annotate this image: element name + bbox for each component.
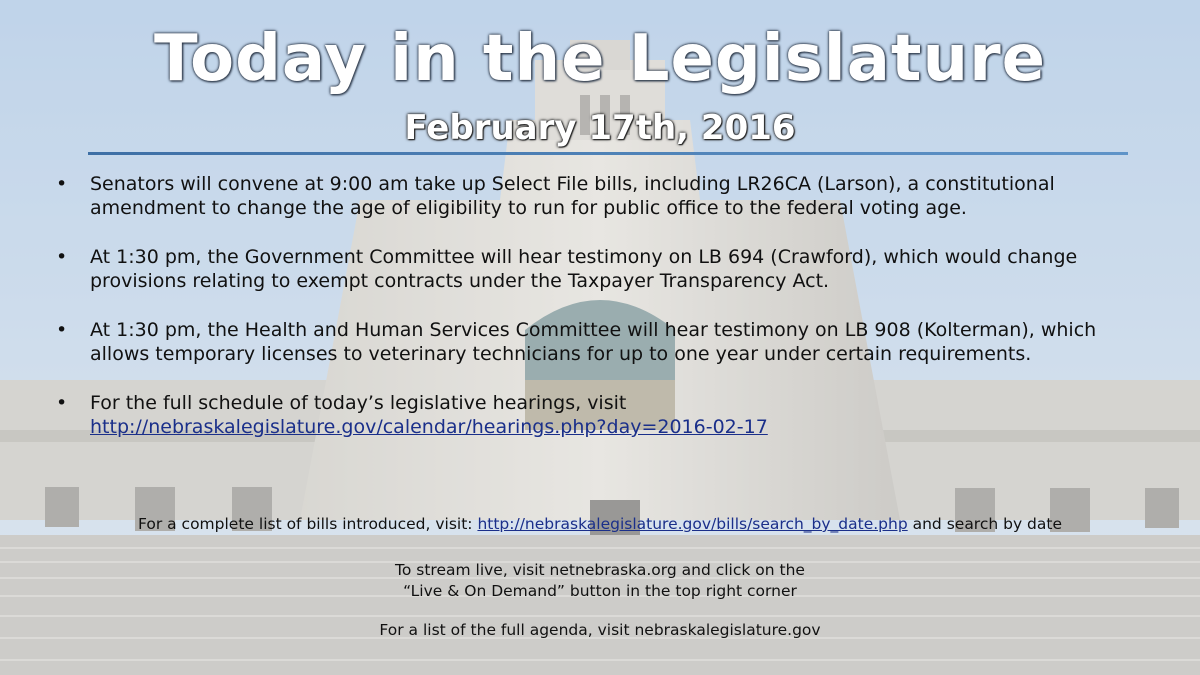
bills-search-link[interactable]: http://nebraskalegislature.gov/bills/search_by_date.php (477, 515, 908, 533)
bullet-text: Senators will convene at 9:00 am take up Select File bills, including LR26CA (Larson), a constitutional amendment to change the age of eligibility to run for public office to the federal voting age. (90, 173, 1055, 219)
bullet-item (56, 318, 1116, 366)
bullet-dot-icon: • (56, 319, 68, 341)
agenda-line: For a list of the full agenda, visit nebraskalegislature.gov (379, 621, 821, 639)
title-divider (88, 152, 1128, 155)
hearings-schedule-link[interactable]: http://nebraskalegislature.gov/calendar/hearings.php?day=2016-02-17 (90, 416, 768, 438)
bullet-text: At 1:30 pm, the Government Committee will hear testimony on LB 694 (Crawford), which would change provisions relating to exempt contracts under the Taxpayer Transparency Act. (90, 246, 1078, 292)
slide-title: Today in the Legislature (153, 22, 1047, 96)
bullet-dot-icon: • (56, 173, 68, 195)
bills-line-suffix: and search by date (907, 515, 1063, 533)
bullet-item (56, 391, 1116, 439)
bullet-text: At 1:30 pm, the Health and Human Services Committee will hear testimony on LB 908 (Kolterman), which allows temporary licenses to veterinary technicians for up to one year under certain requirements. (90, 319, 1097, 365)
bullet-item (56, 245, 1116, 293)
stream-line-1: To stream live, visit netnebraska.org and click on the (395, 561, 805, 579)
bills-line-prefix: For a complete list of bills introduced, visit: (137, 515, 478, 533)
bullet-text: For the full schedule of today’s legislative hearings, visit (90, 392, 627, 414)
bullet-item (56, 172, 1116, 220)
bullet-dot-icon: • (56, 246, 68, 268)
slide-date: February 17th, 2016 (404, 108, 796, 148)
stream-line-2: “Live & On Demand” button in the top right corner (403, 582, 797, 600)
stream-instructions (0, 560, 1200, 602)
agenda-bullet-list (56, 172, 1116, 464)
bills-list-line (0, 514, 1200, 535)
bullet-dot-icon: • (56, 392, 68, 414)
